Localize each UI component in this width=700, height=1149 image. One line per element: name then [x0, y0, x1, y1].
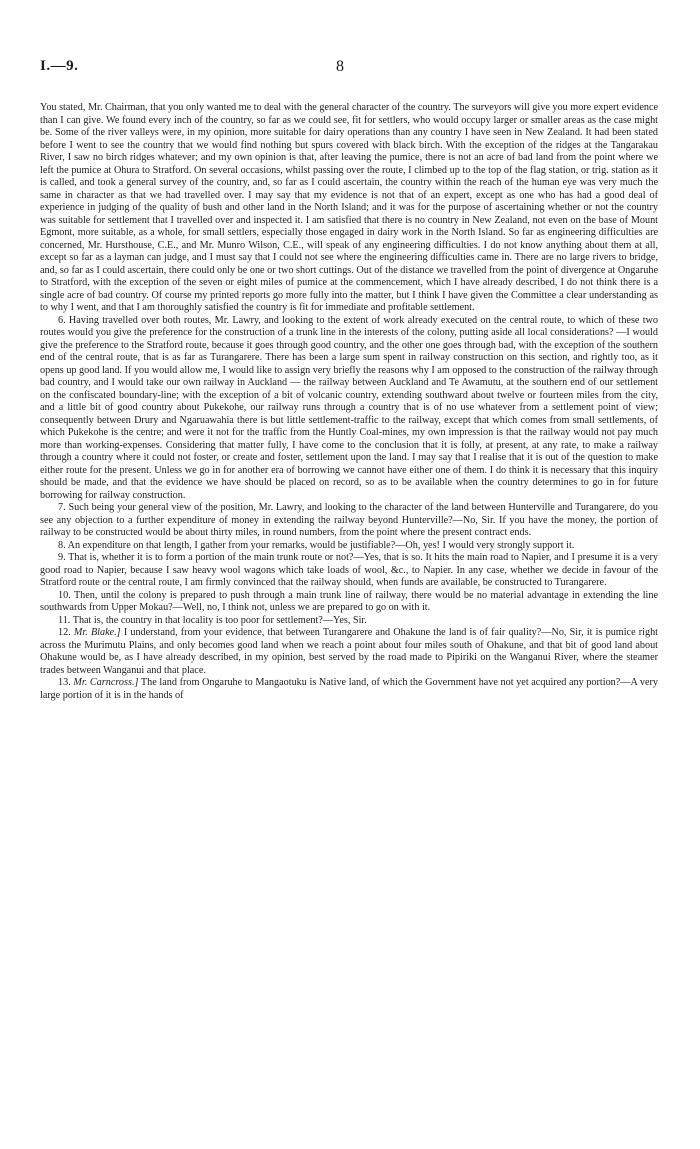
paragraph-question-11: 11. That is, the country in that locality is too poor for settlement?—Yes, Sir. — [58, 614, 367, 626]
paragraph-question-6: 6. Having travelled over both routes, Mr. Lawry, and looking to the extent of work already executed on the central route, to which of these two routes would you give the preference for the construction of a trunk line in the interests of the colony, putting aside all local considerations? —I would give the preference to the Stratford route, because it goes through good country, and the other one goes through bad, with the exception of the southern end of the central route, that is as far as Turangarere. There has been a large sum spent in railway construction on this section, and rightly too, as it opens up good land. If you would allow me, I would like to assign very briefly the reasons why I am opposed to the construction of the railway through bad country, and I would take our own railway in Auckland — the railway between Auckland and Te Awamutu, at the southern end of our settlement on the confiscated boundary-line; with the exception of a bit of volcanic country, extending southward about twelve or fourteen miles from the city, and a little bit of good country about Pukekohe, our railway runs through a country that is of no use whatever from a settlement point of view; consequently between Drury and Ngaruawahia there is but little settlement-traffic to the railway, except that which comes from small settlements, of which Pukekohe is the centre; and were it not for the traffic from the Huntly Coal-mines, my own impression is that the railway would not pay much more than working-expenses. Considering that matter fully, I have come to the conclusion that it is folly, at present, at any rate, to make a railway through a country where it could not foster, or create and foster, settlement upon the land. I may say that I realise that it is out of the question to make either route for the present. Unless we go in for another era of borrowing we cannot have either one of them. I do think it is necessary that this inquiry should be made, and that the evidence we have should be placed on record, so as to be available when the country determines to go in for future borrowing for railway construction. — [40, 314, 658, 501]
document-body — [40, 102, 658, 702]
paragraph-intro: You stated, Mr. Chairman, that you only wanted me to deal with the general character of the country. The surveyors will give you more expert evidence than I can give. We found every inch of the country, so far as we could see, fit for settlers, who would occupy larger or smaller areas as the case might be. Some of the river valleys were, in my opinion, more suitable for dairy operations than any country I have seen in New Zealand. It had been stated before I went to see the country that we would find nothing but spurs covered with black birch. With the exception of the ridges at the Tangarakau River, I saw no birch ridges whatever; and my own opinion is that, after leaving the pumice, there is not an acre of bad land from the point where we left the pumice at Ohura to Stratford. On several occasions, whilst passing over the route, I climbed up to the top of the flag station, or trig. station as it is called, and took a general survey of the country, and, so far as I could ascertain, the country within the reach of the human eye was very much the same in character as that we had travelled over. I may say that my evidence is not that of an expert, except as one who has had a good deal of experience in judging of the quality of bush and other land in the North Island; and it was for the purpose of ascertaining whether or not the country was suitable for settlement that I travelled over and inspected it. I am satisfied that there is no country in New Zealand, not even on the base of Mount Egmont, more suitable, as a whole, for small settlers, especially those engaged in dairy work in the North Island. So far as engineering difficulties are concerned, Mr. Hursthouse, C.E., and Mr. Munro Wilson, C.E., will speak of any engineering difficulties. I do not know anything about them at all, except so far as a layman can judge, and I must say that I could not see where the engineering difficulties came in. There are no large rivers to bridge, and, so far as I could ascertain, there could only be one or two short cuttings. Out of the distance we travelled from the point of divergence at Ongaruhe to Stratford, with the exception of the seven or eight miles of pumice at the commencement, which I have already described, I do not think there is a single acre of bad country. Of course my printed reports go more fully into the matter, but I think I have given the Committee a clear understanding as to why I went, and that I am thoroughly satisfied the country is fit for immediate and profitable settlement. — [40, 102, 658, 313]
paper-reference: I.—9. — [40, 58, 79, 74]
page-number: 8 — [336, 58, 344, 75]
page-header — [40, 58, 658, 102]
paragraph-question-13: 13. Mr. Carncross.] The land from Ongaruhe to Mangaotuku is Native land, of which the Government have not yet acquired any portion?—A very large portion of it is in the hands of — [40, 677, 658, 701]
paragraph-question-10: 10. Then, until the colony is prepared to push through a main trunk line of railway, there would be no material advantage in extending the line southwards from Upper Mokau?—Well, no, I think not, unless we are prepared to go on with it. — [40, 589, 658, 613]
speaker-name: Mr. Blake.] — [73, 627, 121, 638]
paragraph-question-8: 8. An expenditure on that length, I gather from your remarks, would be justifiable?—Oh, yes! I would very strongly support it. — [58, 539, 575, 551]
paragraph-question-7: 7. Such being your general view of the position, Mr. Lawry, and looking to the character of the land between Hunterville and Turangarere, do you see any objection to a further expenditure of money in extending the railway beyond Hunterville?—No, Sir. If you have the money, the portion of railway to be constructed would be about thirty miles, in round numbers, from the point where the present contract ends. — [40, 502, 658, 538]
speaker-name: Mr. Carncross.] — [73, 677, 139, 688]
paragraph-question-9: 9. That is, whether it is to form a portion of the main trunk route or not?—Yes, that is so. It hits the main road to Napier, and I presume it is a very good road to Napier, because I saw heavy wool wagons which take loads of wool, &c., to Napier. In any case, whether we decide in favour of the Stratford route or the central route, I am firmly convinced that the railway should, when funds are available, be constructed to Turangarere. — [40, 552, 658, 588]
paragraph-question-12: 12. Mr. Blake.] I understand, from your evidence, that between Turangarere and Ohakune the land is of fair quality?—No, Sir, it is pumice right across the Murimutu Plains, and only becomes good land when we reach a point about four miles south of Ohakune, and that bit of good land about Ohakune would be, as I have already described, in my opinion, best served by the road made to Pipiriki on the Wanganui River, where the steamer trades between Wanganui and that place. — [40, 627, 659, 676]
